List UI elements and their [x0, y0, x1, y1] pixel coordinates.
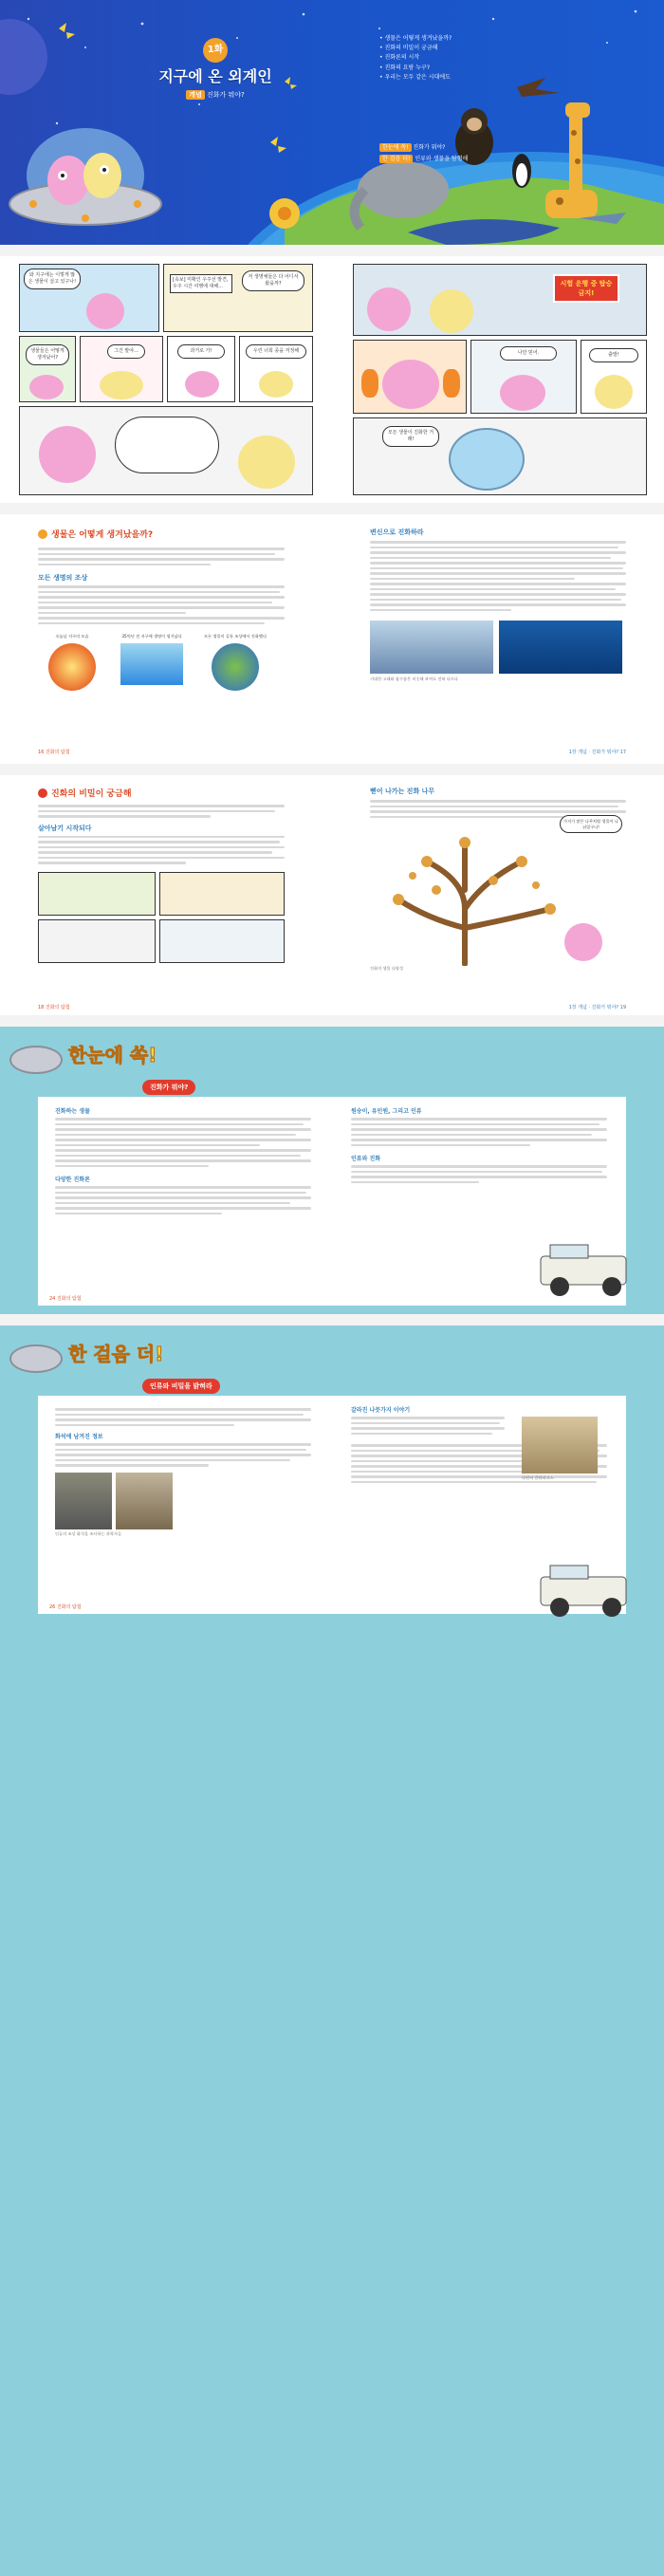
body-text [38, 805, 285, 818]
deep-dive-head: 갈라진 나뭇가지 이야기 [351, 1407, 411, 1414]
cover-spread [0, 0, 664, 245]
summary-head: 진화하는 생물 [55, 1108, 90, 1115]
early-earth-image [48, 643, 96, 691]
tree-bubble: 가지가 많은 나무처럼 생물이 나뉘었구나! [560, 815, 622, 833]
comic-panel [581, 340, 647, 414]
concept-text: 진화가 뭐야? [207, 91, 245, 99]
page-16 [38, 528, 285, 755]
darwin-photo [522, 1417, 598, 1473]
photo-row [370, 621, 626, 674]
cover-illustration [0, 0, 664, 245]
comic-panel [163, 264, 313, 332]
photo-caption: 다윈의 갈라파고스 [522, 1475, 554, 1480]
comic-panel [167, 336, 235, 402]
summary-head: 인류와 진화 [351, 1156, 381, 1162]
page-19 [370, 787, 626, 1010]
summary-head: 다양한 진화론 [55, 1177, 90, 1183]
comic-panel [353, 264, 647, 336]
gap [0, 1015, 664, 1027]
page-number: 1장 개념 · 진화가 뭐야? 19 [568, 1005, 626, 1010]
cover-bullets [379, 34, 452, 83]
speech-bubble: 과거로 가! [177, 344, 225, 359]
warning-sign: 시험 운행 중 탑승 금지! [553, 274, 619, 303]
deep-dive-col-left [55, 1405, 311, 1536]
text-spread-2 [0, 775, 664, 1015]
page-17 [370, 528, 626, 755]
deep-dive-section [0, 1325, 664, 2576]
jeep-illustration [531, 1237, 645, 1304]
subheading: 모든 생명의 조상 [38, 574, 88, 582]
body-text [38, 547, 285, 565]
right-heading: 뻗어 나가는 진화 나무 [370, 788, 435, 795]
summary-subtitle: 진화가 뭐야? [142, 1080, 195, 1095]
cover-title: 지구에 온 외계인 [158, 67, 272, 85]
gap [0, 764, 664, 775]
summary-col-left [55, 1106, 311, 1217]
speech-bubble: 와 지구에는 이렇게 많은 생물이 살고 있구나! [24, 269, 81, 289]
speech-bubble: 생물들은 어떻게 생겨났어? [26, 344, 69, 365]
photo-caption: 인류의 조상 화석을 조사하는 과학자들 [55, 1530, 122, 1536]
section-title: 생물은 어떻게 생겨났을까? [51, 530, 154, 540]
gap [0, 503, 664, 514]
page-number: 26 진화의 탐험 [49, 1604, 82, 1610]
tag-b-text: 인류와 생물을 탐험해 [415, 156, 469, 162]
cover-bullet: • 진화론의 시작 [379, 54, 420, 62]
evolution-tree [370, 824, 626, 966]
diagram-label: 모든 생물이 공통 조상에서 진화했다 [203, 634, 267, 639]
gap [0, 245, 664, 256]
photo-caption: 거대한 고래와 잠수함은 비슷해 보여도 전혀 다르다 [370, 676, 458, 681]
comic-page-right [353, 264, 647, 495]
gap [0, 1314, 664, 1325]
speech-bubble: 모든 생물이 진화한 거래! [382, 426, 439, 447]
deep-dive-head: 화석에 남겨진 정보 [55, 1434, 103, 1440]
summary-col-right [351, 1106, 607, 1186]
concept-badge: 개념 [186, 90, 205, 100]
tag-b: 한 걸음 더! [379, 155, 413, 163]
modern-earth-image [212, 643, 259, 691]
speech-bubble: 그건 말야... [107, 344, 145, 359]
page-18 [38, 787, 285, 1010]
page-number: 16 진화의 탐험 [38, 750, 70, 755]
diagram-label: 오늘날 지구의 모습 [55, 634, 89, 639]
tree-caption: 진화의 생물 다양성 [370, 966, 404, 971]
heading-icon [38, 529, 47, 539]
evolution-diagram [38, 634, 285, 695]
tag-a: 한눈에 쏙! [379, 143, 412, 152]
body-text [370, 541, 626, 611]
page-number: 24 진화의 탐험 [49, 1296, 82, 1302]
subheading: 살아남기 시작되다 [38, 824, 92, 832]
cover-title-block [135, 38, 296, 100]
body-text [38, 585, 285, 624]
body-text [38, 836, 285, 864]
fossil-photo [55, 1473, 112, 1529]
comic-panel [353, 417, 647, 495]
speech-bubble: 우린 너희 종을 걱정해 [246, 344, 306, 359]
ufo-icon [9, 1046, 63, 1074]
comic-panel [80, 336, 163, 402]
comic-spread [0, 256, 664, 503]
diagram-label: 35억년 전 지구에 생명이 생겨났다 [121, 634, 182, 639]
episode-badge: 1화 [203, 38, 228, 63]
comic-panel [353, 340, 467, 414]
comic-panel [19, 406, 313, 495]
whale-photo [370, 621, 493, 674]
ufo-illustration [9, 128, 161, 225]
comic-panel [19, 264, 159, 332]
deep-dive-subtitle: 인류와 비밀을 밝혀라 [142, 1379, 220, 1394]
comic-panel [239, 336, 313, 402]
cover-bullet: • 진화의 요람 누구? [379, 64, 431, 71]
tag-a-text: 진화가 뭐야? [413, 144, 446, 151]
text-spread-1 [0, 514, 664, 764]
page-number: 1장 개념 · 진화가 뭐야? 17 [568, 750, 626, 755]
section-title: 진화의 비밀이 궁금해 [51, 789, 132, 799]
banner-title: 한 걸음 더! [68, 1343, 164, 1365]
news-box: [속보] 미확인 우주선 발견, 우주 시간 여행에 대해... [170, 274, 232, 293]
right-heading: 변신으로 진화하라 [370, 528, 424, 536]
fossil-photo [116, 1473, 173, 1529]
speech-bubble: 나만 믿어. [500, 346, 557, 361]
comic-panel [470, 340, 577, 414]
cover-bullet: • 생물은 어떻게 생겨났을까? [379, 35, 452, 42]
mini-comic [38, 872, 285, 963]
summary-head: 원숭이, 유인원, 그리고 인류 [351, 1108, 422, 1115]
speech-bubble: 저 생명체들은 다 어디서 왔을까? [242, 270, 304, 291]
summary-section [0, 1027, 664, 1314]
heading-icon [38, 788, 47, 798]
cover-bullet: • 우리는 모두 같은 시대에도 [379, 73, 451, 81]
deep-dive-col-right [351, 1405, 607, 1486]
deep-dive-banner [9, 1335, 237, 1382]
summary-banner [9, 1036, 237, 1084]
speech-bubble: 출발! [589, 348, 638, 362]
fossil-photos [55, 1473, 311, 1529]
section-heading [38, 787, 285, 799]
ufo-icon [9, 1344, 63, 1373]
banner-title: 한눈에 쏙! [68, 1044, 157, 1066]
jeep-illustration [531, 1558, 645, 1624]
comic-panel [19, 336, 76, 402]
ocean-image [120, 643, 183, 685]
submarine-photo [499, 621, 622, 674]
cover-bullet: • 진화의 비밀이 궁금해 [379, 45, 438, 52]
comic-page-left [19, 264, 313, 495]
page-number: 18 진화의 탐험 [38, 1005, 70, 1010]
cover-tags [379, 142, 468, 165]
section-heading [38, 528, 285, 540]
